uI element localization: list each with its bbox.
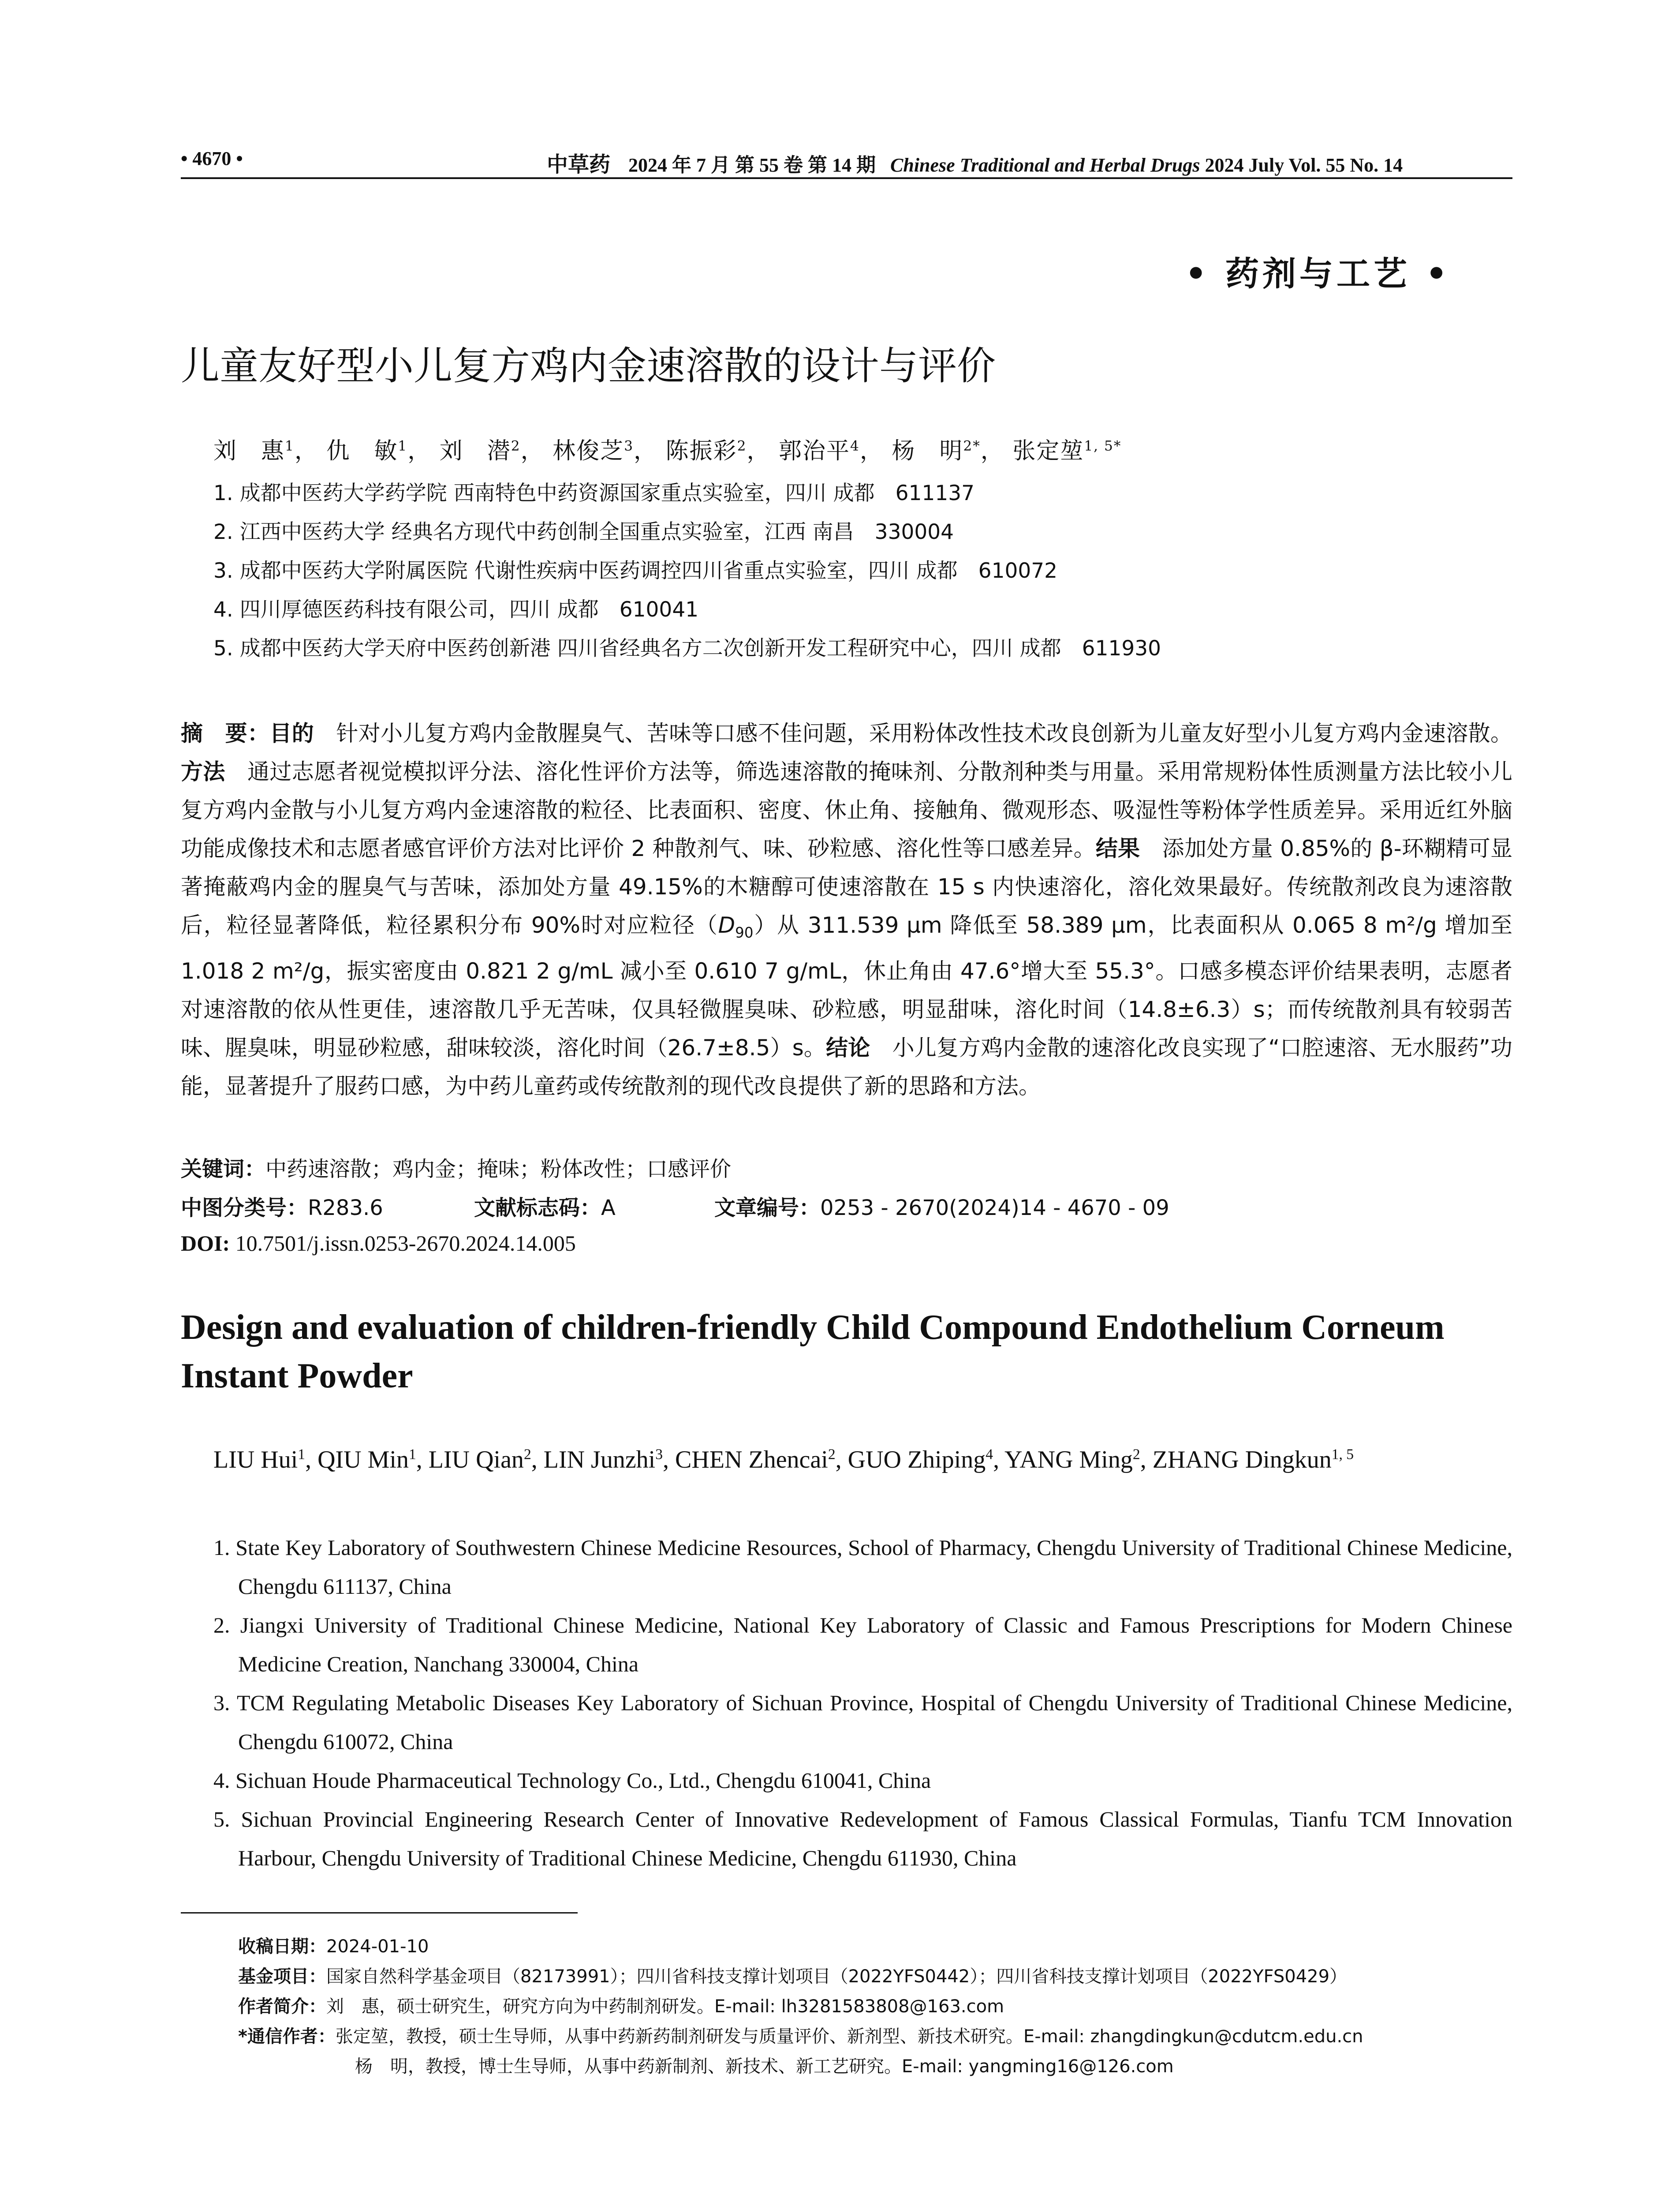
author-en: CHEN Zhencai	[675, 1446, 828, 1473]
fund-label: 基金项目：	[238, 1966, 326, 1987]
author-affil-marker: 4	[850, 438, 860, 454]
footnote-fund	[238, 1962, 1512, 1992]
author-affil-marker: 3	[624, 438, 634, 454]
author-affil-marker: 1	[398, 438, 408, 454]
affiliation-cn: 3. 成都中医药大学附属医院 代谢性疾病中医药调控四川省重点实验室，四川 成都 610072	[213, 559, 1058, 583]
abstract-cn	[181, 714, 1512, 1106]
section-label: • 药剂与工艺 •	[1185, 254, 1451, 293]
doc-code-value: A	[601, 1196, 616, 1220]
affiliation-en: 2. Jiangxi University of Traditional Chinese Medicine, National Key Laboratory of Classic and Famous Prescriptions for Modern Chinese Medicine Creation, Nanchang 330004, China	[213, 1613, 1512, 1676]
affiliation-list-en	[213, 1528, 1512, 1877]
fund-value: 国家自然科学基金项目（82173991）；四川省科技支撑计划项目（2022YFS0442）；四川省科技支撑计划项目（2022YFS0429）	[326, 1966, 1348, 1987]
author-list-cn: 刘 惠$^1$， 仇 敏$^1$， 刘 潜$^2$， 林俊芝$^3$， 陈振彩$^2$， 郭治平$^4$， 杨 明$^{2*}$， 张定堃$^{1, 5*}$	[213, 438, 1122, 464]
author-affil-marker: 1, 5	[1331, 1446, 1354, 1463]
affiliation-en: 3. TCM Regulating Metabolic Diseases Key Laboratory of Sichuan Province, Hospital of Chengdu University of Traditional Chinese Medicine, Chengdu 610072, China	[213, 1690, 1512, 1754]
author-cn: 林俊芝	[553, 438, 624, 464]
abstract-label: 摘 要：	[181, 721, 270, 746]
affiliation-list-cn	[213, 474, 1536, 668]
author-bio-label: 作者简介：	[238, 1996, 326, 2017]
footnote-author	[238, 1992, 1512, 2022]
author-en: GUO Zhiping	[847, 1446, 986, 1473]
footnotes	[238, 1932, 1512, 2082]
article-no-value: 0253 - 2670(2024)14 - 4670 - 09	[820, 1196, 1169, 1220]
header-divider	[181, 177, 1512, 179]
author-affil-marker: 2	[511, 438, 521, 454]
author-affil-marker: 1	[408, 1446, 416, 1463]
methods-label: 方法	[181, 759, 225, 785]
author-bio-value: 刘 惠，硕士研究生，研究方向为中药制剂研发。E-mail: lh3281583808@163.com	[326, 1996, 1004, 2017]
author-affil-marker: 2	[737, 438, 747, 454]
corresponding-label: *通信作者：	[238, 2026, 336, 2047]
affiliation-en: 5. Sichuan Provincial Engineering Research Center of Innovative Redevelopment of Famous Classical Formulas, Tianfu TCM Innovation Harbour, Chengdu University of Traditional Chinese Medicine, Chengdu 611930, China	[213, 1807, 1512, 1870]
author-affil-marker: 2	[1132, 1446, 1140, 1463]
author-affil-marker: 1	[298, 1446, 306, 1463]
affiliation-cn: 2. 江西中医药大学 经典名方现代中药创制全国重点实验室，江西 南昌 330004	[213, 520, 954, 544]
author-list-en: LIU Hui$^1$, QIU Min$^1$, LIU Qian$^2$, LIN Junzhi$^3$, CHEN Zhencai$^2$, GUO Zhiping$^4$, YANG Ming$^2$, ZHANG Dingkun$^{1, 5}$	[213, 1446, 1354, 1473]
keywords-label: 关键词：	[181, 1157, 266, 1181]
author-cn: 杨 明	[892, 438, 963, 464]
author-cn: 陈振彩	[665, 438, 737, 464]
received-value: 2024-01-10	[326, 1936, 429, 1957]
d90-subscript: 90	[735, 924, 754, 941]
author-affil-marker: 4	[986, 1446, 993, 1463]
author-affil-marker: 1, 5*	[1084, 438, 1122, 454]
affiliation-cn: 4. 四川厚德医药科技有限公司，四川 成都 610041	[213, 598, 699, 622]
author-en: YANG Ming	[1004, 1446, 1133, 1473]
footnote-divider	[181, 1912, 578, 1913]
doi-row	[181, 1230, 576, 1256]
keywords-value: 中药速溶散；鸡内金；掩味；粉体改性；口感评价	[265, 1157, 732, 1181]
article-title-en: Design and evaluation of children-friendly Child Compound Endothelium Corneum Instant Powder	[181, 1308, 1445, 1395]
conclusion-label: 结论	[826, 1035, 870, 1061]
results-label: 结果	[1095, 836, 1140, 861]
conclusion-text: 小儿复方鸡内金散的速溶化改良实现了“口腔速溶、无水服药”功能，显著提升了服药口感，为中药儿童药或传统散剂的现代改良提供了新的思路和方法。	[181, 1035, 1513, 1099]
affiliation-cn: 5. 成都中医药大学天府中医药创新港 四川省经典名方二次创新开发工程研究中心，四川 成都 611930	[213, 636, 1161, 661]
journal-name-en: Chinese Traditional and Herbal Drugs	[890, 154, 1200, 176]
footnote-corresponding	[238, 2022, 1512, 2052]
running-header	[181, 140, 1512, 177]
affiliation-cn: 1. 成都中医药大学药学院 西南特色中药资源国家重点实验室，四川 成都 611137	[213, 481, 975, 505]
author-affil-marker: 2*	[963, 438, 981, 454]
doi-label: DOI:	[181, 1231, 230, 1256]
page-number: • 4670 •	[181, 148, 243, 169]
doi-value[interactable]: 10.7501/j.issn.0253-2670.2024.14.005	[235, 1231, 576, 1256]
author-cn: 郭治平	[778, 438, 850, 464]
journal-name-cn: 中草药	[547, 152, 611, 177]
article-title-cn: 儿童友好型小儿复方鸡内金速溶散的设计与评价	[181, 343, 996, 389]
header-journal-info	[547, 147, 1403, 178]
corresponding-value-1: 张定堃，教授，硕士生导师，从事中药新药制剂研发与质量评价、新剂型、新技术研究。E-mail: zhangdingkun@cdutcm.edu.cn	[335, 2026, 1363, 2047]
results-text: 添加处方量 0.85%的 β-环糊精可显著掩蔽鸡内金的腥臭气与苦味，添加处方量 49.15%的木糖醇可使速溶散在 15 s 内快速溶化，溶化效果最好。传统散剂改良为速溶散后，粒径显著降低，粒径累积分布 90%时对应粒径（	[181, 836, 1513, 938]
author-affil-marker: 3	[655, 1446, 663, 1463]
objective-text: 针对小儿复方鸡内金散腥臭气、苦味等口感不佳问题，采用粉体改性技术改良创新为儿童友好型小儿复方鸡内金速溶散。	[336, 721, 1513, 746]
clc-value: R283.6	[308, 1196, 383, 1220]
author-cn: 刘 潜	[439, 438, 511, 464]
issue-en: 2024 July Vol. 55 No. 14	[1205, 154, 1403, 176]
corresponding-value-2: 杨 明，教授，博士生导师，从事中药新制剂、新技术、新工艺研究。E-mail: yangming16@126.com	[355, 2056, 1174, 2077]
author-affil-marker: 1	[285, 438, 295, 454]
received-label: 收稿日期：	[238, 1936, 326, 1957]
keywords-row	[181, 1152, 731, 1182]
doc-code-label: 文献标志码：	[474, 1196, 601, 1220]
author-cn: 刘 惠	[213, 438, 285, 464]
author-affil-marker: 2	[523, 1446, 531, 1463]
issue-cn: 2024 年 7 月 第 55 卷 第 14 期	[628, 154, 876, 176]
affiliation-en: 1. State Key Laboratory of Southwestern Chinese Medicine Resources, School of Pharmacy, Chengdu University of Traditional Chinese Medicine, Chengdu 611137, China	[213, 1535, 1512, 1599]
footnote-corresponding-2	[238, 2052, 1512, 2082]
author-en: LIN Junzhi	[543, 1446, 656, 1473]
clc-label: 中图分类号：	[181, 1196, 308, 1220]
author-en: LIU Qian	[428, 1446, 524, 1473]
objective-label: 目的	[269, 721, 314, 746]
author-affil-marker: 2	[828, 1446, 836, 1463]
results-text-continued: ）从 311.539 μm 降低至 58.389 μm，比表面积从 0.065 8 m²/g 增加至 1.018 2 m²/g，振实密度由 0.821 2 g/mL 减小至 0.610 7 g/mL，休止角由 47.6°增大至 55.3°。口感多模态评价结果表明，志愿者对速溶散的依从性更佳，速溶散几乎无苦味，仅具轻微腥臭味、砂粒感，明显甜味，溶化时间（14.8±6.3）s；而传统散剂具有较弱苦味、腥臭味，明显砂粒感，甜味较淡，溶化时间（26.7±8.5）s。	[181, 912, 1513, 1061]
author-en: QIU Min	[317, 1446, 409, 1473]
author-en: LIU Hui	[213, 1446, 298, 1473]
author-cn: 仇 敏	[326, 438, 398, 464]
methods-text: 通过志愿者视觉模拟评分法、溶化性评价方法等，筛选速溶散的掩味剂、分散剂种类与用量。采用常规粉体性质测量方法比较小儿复方鸡内金散与小儿复方鸡内金速溶散的粒径、比表面积、密度、休止角、接触角、微观形态、吸湿性等粉体学性质差异。采用近红外脑功能成像技术和志愿者感官评价方法对比评价 2 种散剂气、味、砂粒感、溶化性等口感差异。	[181, 759, 1513, 861]
footnote-received	[238, 1932, 1512, 1962]
article-no-label: 文章编号：	[714, 1196, 821, 1220]
author-en: ZHANG Dingkun	[1152, 1446, 1332, 1473]
d90-symbol: D	[718, 912, 735, 938]
affiliation-en: 4. Sichuan Houde Pharmaceutical Technology Co., Ltd., Chengdu 610041, China	[213, 1768, 931, 1793]
author-cn: 张定堃	[1012, 438, 1084, 464]
classification-row	[181, 1191, 1169, 1221]
